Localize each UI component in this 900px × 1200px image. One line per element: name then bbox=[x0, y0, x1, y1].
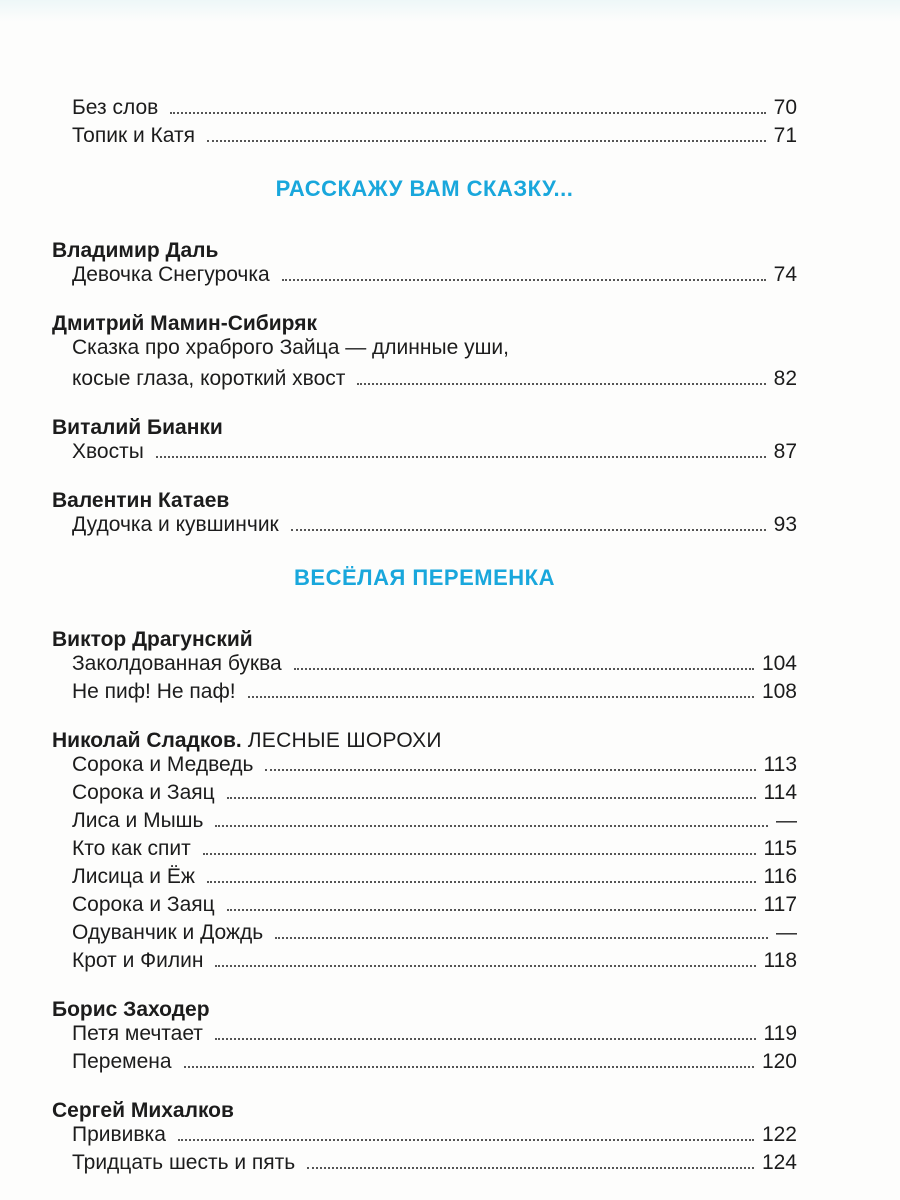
toc-entry[interactable] bbox=[52, 809, 797, 837]
top-band bbox=[0, 0, 900, 22]
entry-page: 122 bbox=[761, 1123, 797, 1146]
leader-dots bbox=[207, 881, 756, 883]
toc-entry[interactable] bbox=[52, 893, 797, 921]
entry-page: — bbox=[776, 921, 797, 944]
entry-page: 124 bbox=[761, 1151, 797, 1174]
leader-dots bbox=[207, 140, 766, 142]
entry-title: Без слов bbox=[72, 96, 159, 119]
leader-dots bbox=[248, 696, 754, 698]
author-name bbox=[52, 708, 797, 753]
entry-page: 70 bbox=[773, 96, 797, 119]
toc-entry[interactable] bbox=[52, 921, 797, 949]
leader-dots bbox=[227, 797, 756, 799]
toc-entry[interactable] bbox=[52, 1123, 797, 1151]
entry-page: 116 bbox=[763, 865, 797, 888]
entry-title: Сорока и Заяц bbox=[72, 893, 215, 916]
leader-dots bbox=[357, 383, 765, 385]
leader-dots bbox=[203, 853, 756, 855]
leader-dots bbox=[282, 279, 766, 281]
entry-title: Прививка bbox=[72, 1123, 166, 1146]
toc-entry[interactable] bbox=[52, 949, 797, 977]
toc-entry-line[interactable] bbox=[52, 336, 797, 367]
entry-page: 71 bbox=[773, 124, 797, 147]
entry-page: 108 bbox=[761, 680, 797, 703]
section-heading: ВЕСЁЛАЯ ПЕРЕМЕНКА bbox=[294, 565, 555, 590]
leader-dots bbox=[215, 1038, 756, 1040]
entry-title: Девочка Снегурочка bbox=[72, 263, 270, 286]
entry-page: 115 bbox=[763, 837, 797, 860]
toc-entry[interactable] bbox=[52, 263, 797, 291]
entry-title: Лиса и Мышь bbox=[72, 809, 204, 832]
author-name bbox=[52, 291, 797, 336]
entry-page: 119 bbox=[763, 1022, 797, 1045]
entry-page: 87 bbox=[773, 440, 797, 463]
author-name bbox=[52, 218, 797, 263]
toc-entry[interactable] bbox=[52, 680, 797, 708]
author-name-text: Виталий Бианки bbox=[52, 416, 223, 439]
toc-entry[interactable] bbox=[52, 1022, 797, 1050]
entry-page: 120 bbox=[761, 1050, 797, 1073]
entry-page: 74 bbox=[773, 263, 797, 286]
entry-title: Одуванчик и Дождь bbox=[72, 921, 264, 944]
leader-dots bbox=[170, 112, 765, 114]
toc-entry[interactable] bbox=[52, 1151, 797, 1179]
leader-dots bbox=[275, 937, 768, 939]
toc-entry[interactable] bbox=[52, 781, 797, 809]
leader-dots bbox=[265, 769, 755, 771]
leader-dots bbox=[215, 825, 768, 827]
toc-entry[interactable] bbox=[52, 1050, 797, 1078]
entry-page: 118 bbox=[763, 949, 797, 972]
author-name-text: Борис Заходер bbox=[52, 998, 210, 1021]
entry-page: 93 bbox=[773, 513, 797, 536]
entry-page: 114 bbox=[763, 781, 797, 804]
entry-page: 113 bbox=[763, 753, 797, 776]
author-name-text: Николай Сладков. bbox=[52, 729, 242, 752]
leader-dots bbox=[178, 1139, 754, 1141]
entry-title: Хвосты bbox=[72, 440, 144, 463]
entry-title: Сорока и Медведь bbox=[72, 753, 254, 776]
author-name bbox=[52, 607, 797, 652]
author-name bbox=[52, 468, 797, 513]
leader-dots bbox=[294, 668, 754, 670]
toc-entry[interactable] bbox=[52, 513, 797, 541]
toc-entry[interactable] bbox=[52, 753, 797, 781]
entry-page: — bbox=[776, 809, 797, 832]
entry-title: Топик и Катя bbox=[72, 124, 195, 147]
entry-title: Кто как спит bbox=[72, 837, 191, 860]
leader-dots bbox=[156, 456, 766, 458]
toc-entry[interactable] bbox=[52, 96, 797, 124]
cycle-title: ЛЕСНЫЕ ШОРОХИ bbox=[247, 729, 442, 752]
author-name bbox=[52, 395, 797, 440]
entry-title: Петя мечтает bbox=[72, 1022, 203, 1045]
toc-entry[interactable] bbox=[52, 837, 797, 865]
toc-entry[interactable] bbox=[52, 652, 797, 680]
entry-title: Перемена bbox=[72, 1050, 172, 1073]
author-name-text: Виктор Драгунский bbox=[52, 628, 253, 651]
author-name-text: Владимир Даль bbox=[52, 239, 219, 262]
entry-title: косые глаза, короткий хвост bbox=[72, 367, 346, 390]
toc-entry[interactable] bbox=[52, 124, 797, 152]
leader-dots bbox=[215, 965, 755, 967]
entry-title: Сорока и Заяц bbox=[72, 781, 215, 804]
entry-page: 82 bbox=[773, 367, 797, 390]
leader-dots bbox=[291, 529, 766, 531]
table-of-contents bbox=[52, 96, 797, 1179]
leader-dots bbox=[307, 1167, 754, 1169]
entry-title-line1: Сказка про храброго Зайца — длинные уши, bbox=[72, 336, 509, 359]
author-name bbox=[52, 977, 797, 1022]
leader-dots bbox=[227, 909, 756, 911]
toc-entry[interactable] bbox=[52, 367, 797, 395]
author-name bbox=[52, 1078, 797, 1123]
entry-title: Тридцать шесть и пять bbox=[72, 1151, 296, 1174]
entry-title: Не пиф! Не паф! bbox=[72, 680, 236, 703]
author-name-text: Валентин Катаев bbox=[52, 489, 230, 512]
author-name-text: Дмитрий Мамин-Сибиряк bbox=[52, 312, 317, 335]
toc-entry[interactable] bbox=[52, 865, 797, 893]
entry-page: 117 bbox=[763, 893, 797, 916]
section-heading: РАССКАЖУ ВАМ СКАЗКУ... bbox=[275, 176, 574, 201]
author-name-text: Сергей Михалков bbox=[52, 1099, 234, 1122]
entry-page: 104 bbox=[761, 652, 797, 675]
toc-entry[interactable] bbox=[52, 440, 797, 468]
entry-title: Заколдованная буква bbox=[72, 652, 282, 675]
leader-dots bbox=[184, 1066, 754, 1068]
entry-title: Крот и Филин bbox=[72, 949, 204, 972]
entry-title: Лисица и Ёж bbox=[72, 865, 195, 888]
entry-title: Дудочка и кувшинчик bbox=[72, 513, 279, 536]
